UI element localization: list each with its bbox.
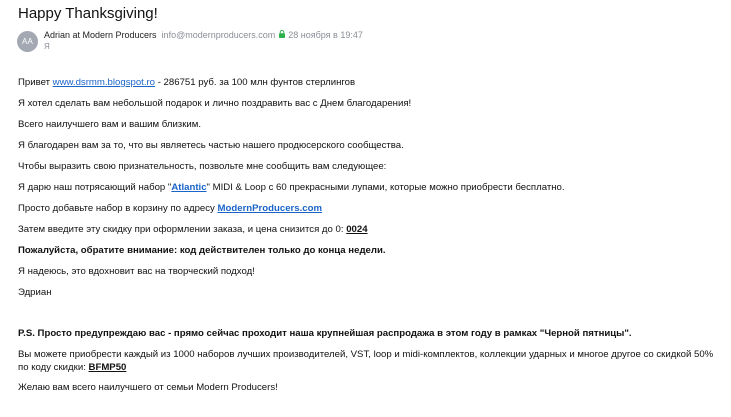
signature: Эдриан — [18, 287, 52, 298]
sale-text: Вы можете приобрести каждый из 1000 наборов лучших производителей, VST, loop и midi-комплектов, коллекции ударных и многое другое со скидкой 50% по коду скидки: — [18, 349, 714, 373]
cart-prefix: Просто добавьте набор в корзину по адресу — [18, 203, 218, 214]
paragraph-gratitude: Я благодарен вам за то, что вы являетесь частью нашего продюсерского сообщества. — [18, 140, 404, 151]
email-subject: Happy Thanksgiving! — [18, 5, 158, 22]
paragraph-gift: Я хотел сделать вам небольшой подарок и лично поздравить вас с Днем благодарения! — [18, 98, 412, 109]
paragraph-notice: Пожалуйста, обратите внимание: код действителен только до конца недели. — [18, 245, 386, 256]
offer-suffix: " MIDI & Loop с 60 прекрасными лупами, которые можно приобрести бесплатно. — [206, 182, 565, 193]
greeting-line — [18, 76, 355, 89]
modernproducers-link[interactable]: ModernProducers.com — [217, 203, 323, 214]
email-date: 28 ноября в 19:47 — [288, 30, 363, 40]
greeting-link[interactable]: www.dsrmm.blogspot.ro — [52, 77, 156, 88]
paragraph-cart — [18, 202, 322, 215]
sender-name[interactable]: Adrian at Modern Producers — [44, 30, 157, 40]
discount-code: 0024 — [346, 224, 368, 235]
atlantic-link[interactable]: Atlantic — [171, 182, 207, 193]
paragraph-offer — [18, 181, 565, 194]
discount-prefix: Затем введите эту скидку при оформлении заказа, и цена снизится до 0: — [18, 224, 347, 235]
offer-prefix: Я дарю наш потрясающий набор " — [18, 182, 172, 193]
paragraph-ps: P.S. Просто предупреждаю вас - прямо сейчас проходит наша крупнейшая распродажа в этом году в рамках "Черной пятницы". — [18, 328, 632, 339]
sender-avatar[interactable]: AA — [17, 31, 38, 52]
paragraph-sale — [18, 348, 718, 374]
sale-code: BFMP50 — [88, 362, 127, 373]
paragraph-discount — [18, 223, 368, 236]
sender-email[interactable]: info@modernproducers.com — [161, 30, 276, 40]
greeting-prefix: Привет — [18, 77, 53, 88]
sender-info — [44, 30, 363, 40]
green-lock-icon — [279, 30, 285, 38]
greeting-suffix: - 286751 руб. за 100 млн фунтов стерлингов — [155, 77, 356, 88]
paragraph-appreciation: Чтобы выразить свою признательность, позвольте мне сообщить вам следующее: — [18, 161, 387, 172]
recipient: Я — [44, 42, 50, 51]
paragraph-closing: Желаю вам всего наилучшего от семьи Modern Producers! — [18, 382, 278, 393]
paragraph-wishes: Всего наилучшего вам и вашим близким. — [18, 119, 202, 130]
paragraph-inspire: Я надеюсь, это вдохновит вас на творческий подход! — [18, 266, 255, 277]
